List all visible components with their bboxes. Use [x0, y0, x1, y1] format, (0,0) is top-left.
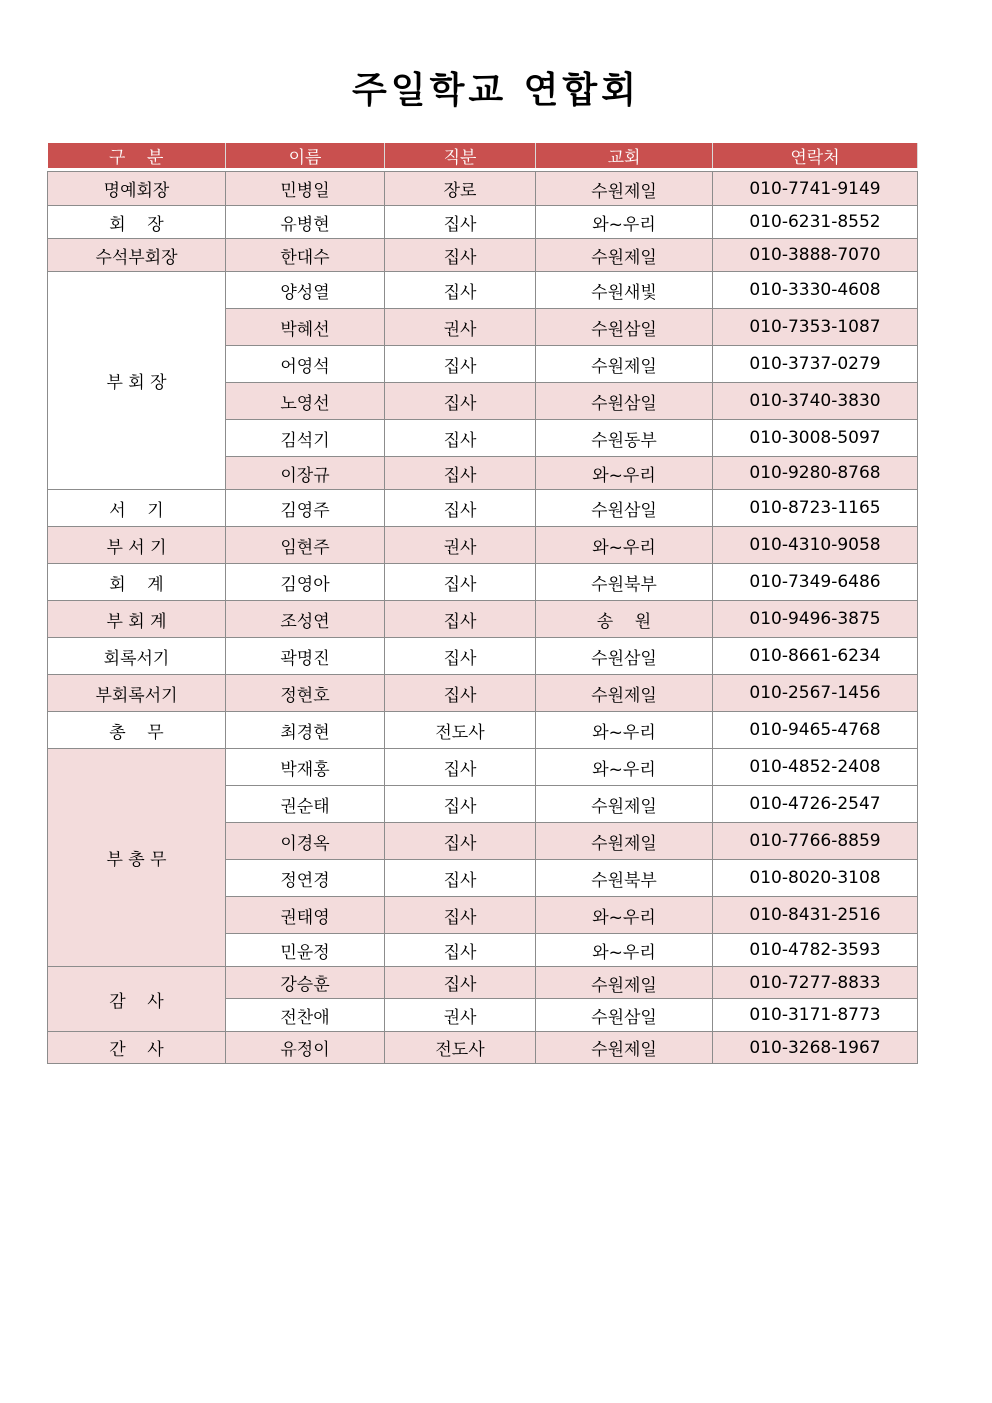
name-cell: 김영주 — [226, 490, 385, 527]
church-cell: 수원제일 — [536, 823, 713, 860]
church-cell: 송 원 — [536, 601, 713, 638]
table-row — [48, 749, 918, 786]
position-cell: 권사 — [385, 309, 536, 346]
church-cell: 수원동부 — [536, 420, 713, 457]
church-cell: 와~우리 — [536, 934, 713, 967]
page-title: 주일학교 연합회 — [352, 70, 640, 111]
name-cell: 조성연 — [226, 601, 385, 638]
phone-cell: 010-3330-4608 — [713, 272, 918, 309]
church-cell: 수원새빛 — [536, 272, 713, 309]
name-cell: 정연경 — [226, 860, 385, 897]
name-cell: 한대수 — [226, 239, 385, 272]
phone-cell: 010-9465-4768 — [713, 712, 918, 749]
phone-cell: 010-3737-0279 — [713, 346, 918, 383]
church-cell: 수원삼일 — [536, 490, 713, 527]
role-cell: 총 무 — [48, 712, 226, 749]
header-name: 이름 — [226, 143, 385, 168]
phone-cell: 010-3171-8773 — [713, 999, 918, 1032]
table-row — [48, 967, 918, 999]
phone-cell: 010-4310-9058 — [713, 527, 918, 564]
table-row — [48, 601, 918, 638]
position-cell: 권사 — [385, 999, 536, 1032]
role-cell: 회 장 — [48, 206, 226, 239]
name-cell: 김영아 — [226, 564, 385, 601]
table-row — [48, 490, 918, 527]
phone-cell: 010-7277-8833 — [713, 967, 918, 999]
position-cell: 집사 — [385, 860, 536, 897]
phone-cell: 010-8020-3108 — [713, 860, 918, 897]
phone-cell: 010-8723-1165 — [713, 490, 918, 527]
name-cell: 최경현 — [226, 712, 385, 749]
role-cell-vice-president: 부 회 장 — [48, 272, 226, 490]
phone-cell: 010-4782-3593 — [713, 934, 918, 967]
role-cell: 명예회장 — [48, 172, 226, 206]
name-cell: 정현호 — [226, 675, 385, 712]
church-cell: 수원북부 — [536, 564, 713, 601]
church-cell: 수원북부 — [536, 860, 713, 897]
role-cell: 간 사 — [48, 1032, 226, 1064]
position-cell: 집사 — [385, 564, 536, 601]
phone-cell: 010-7353-1087 — [713, 309, 918, 346]
position-cell: 장로 — [385, 172, 536, 206]
position-cell: 집사 — [385, 420, 536, 457]
role-cell-auditor: 감 사 — [48, 967, 226, 1032]
church-cell: 와~우리 — [536, 897, 713, 934]
position-cell: 집사 — [385, 786, 536, 823]
table-row — [48, 527, 918, 564]
phone-cell: 010-3888-7070 — [713, 239, 918, 272]
roster-table — [47, 143, 918, 1064]
table-row — [48, 675, 918, 712]
church-cell: 수원삼일 — [536, 383, 713, 420]
phone-cell: 010-2567-1456 — [713, 675, 918, 712]
church-cell: 수원삼일 — [536, 309, 713, 346]
table-row — [48, 239, 918, 272]
church-cell: 와~우리 — [536, 749, 713, 786]
position-cell: 집사 — [385, 272, 536, 309]
name-cell: 이경옥 — [226, 823, 385, 860]
name-cell: 전찬애 — [226, 999, 385, 1032]
table-row — [48, 172, 918, 206]
role-cell: 부 서 기 — [48, 527, 226, 564]
name-cell: 민병일 — [226, 172, 385, 206]
table-row — [48, 712, 918, 749]
phone-cell: 010-8431-2516 — [713, 897, 918, 934]
name-cell: 민윤정 — [226, 934, 385, 967]
position-cell: 집사 — [385, 383, 536, 420]
church-cell: 수원삼일 — [536, 999, 713, 1032]
position-cell: 전도사 — [385, 712, 536, 749]
header-church: 교회 — [536, 143, 713, 168]
role-cell: 서 기 — [48, 490, 226, 527]
position-cell: 집사 — [385, 239, 536, 272]
phone-cell: 010-7766-8859 — [713, 823, 918, 860]
name-cell: 어영석 — [226, 346, 385, 383]
church-cell: 수원제일 — [536, 1032, 713, 1064]
phone-cell: 010-4852-2408 — [713, 749, 918, 786]
name-cell: 유정이 — [226, 1032, 385, 1064]
phone-cell: 010-3268-1967 — [713, 1032, 918, 1064]
role-cell: 부 회 계 — [48, 601, 226, 638]
phone-cell: 010-7349-6486 — [713, 564, 918, 601]
phone-cell: 010-6231-8552 — [713, 206, 918, 239]
position-cell: 집사 — [385, 457, 536, 490]
church-cell: 수원제일 — [536, 675, 713, 712]
position-cell: 집사 — [385, 934, 536, 967]
name-cell: 양성열 — [226, 272, 385, 309]
church-cell: 수원삼일 — [536, 638, 713, 675]
position-cell: 집사 — [385, 601, 536, 638]
header-phone: 연락처 — [713, 143, 918, 168]
role-cell: 수석부회장 — [48, 239, 226, 272]
name-cell: 권태영 — [226, 897, 385, 934]
position-cell: 집사 — [385, 675, 536, 712]
role-cell: 회 계 — [48, 564, 226, 601]
position-cell: 권사 — [385, 527, 536, 564]
table-header-row — [48, 143, 918, 168]
table-row — [48, 1032, 918, 1064]
position-cell: 전도사 — [385, 1032, 536, 1064]
name-cell: 유병현 — [226, 206, 385, 239]
name-cell: 권순태 — [226, 786, 385, 823]
table-row — [48, 272, 918, 309]
church-cell: 수원제일 — [536, 172, 713, 206]
phone-cell: 010-9280-8768 — [713, 457, 918, 490]
table-row — [48, 564, 918, 601]
phone-cell: 010-4726-2547 — [713, 786, 918, 823]
name-cell: 박재홍 — [226, 749, 385, 786]
church-cell: 와~우리 — [536, 457, 713, 490]
phone-cell: 010-8661-6234 — [713, 638, 918, 675]
position-cell: 집사 — [385, 749, 536, 786]
position-cell: 집사 — [385, 206, 536, 239]
church-cell: 수원제일 — [536, 346, 713, 383]
position-cell: 집사 — [385, 823, 536, 860]
position-cell: 집사 — [385, 897, 536, 934]
church-cell: 와~우리 — [536, 527, 713, 564]
church-cell: 수원제일 — [536, 967, 713, 999]
church-cell: 수원제일 — [536, 786, 713, 823]
role-cell: 회록서기 — [48, 638, 226, 675]
church-cell: 와~우리 — [536, 206, 713, 239]
position-cell: 집사 — [385, 967, 536, 999]
position-cell: 집사 — [385, 346, 536, 383]
table-row — [48, 638, 918, 675]
phone-cell: 010-9496-3875 — [713, 601, 918, 638]
name-cell: 김석기 — [226, 420, 385, 457]
name-cell: 곽명진 — [226, 638, 385, 675]
phone-cell: 010-7741-9149 — [713, 172, 918, 206]
role-cell: 부회록서기 — [48, 675, 226, 712]
phone-cell: 010-3008-5097 — [713, 420, 918, 457]
header-position: 직분 — [385, 143, 536, 168]
name-cell: 박혜선 — [226, 309, 385, 346]
position-cell: 집사 — [385, 638, 536, 675]
role-cell-vice-secretary-general: 부 총 무 — [48, 749, 226, 967]
name-cell: 이장규 — [226, 457, 385, 490]
phone-cell: 010-3740-3830 — [713, 383, 918, 420]
name-cell: 강승훈 — [226, 967, 385, 999]
name-cell: 노영선 — [226, 383, 385, 420]
name-cell: 임현주 — [226, 527, 385, 564]
church-cell: 수원제일 — [536, 239, 713, 272]
church-cell: 와~우리 — [536, 712, 713, 749]
header-role: 구 분 — [48, 143, 226, 168]
table-row — [48, 206, 918, 239]
position-cell: 집사 — [385, 490, 536, 527]
